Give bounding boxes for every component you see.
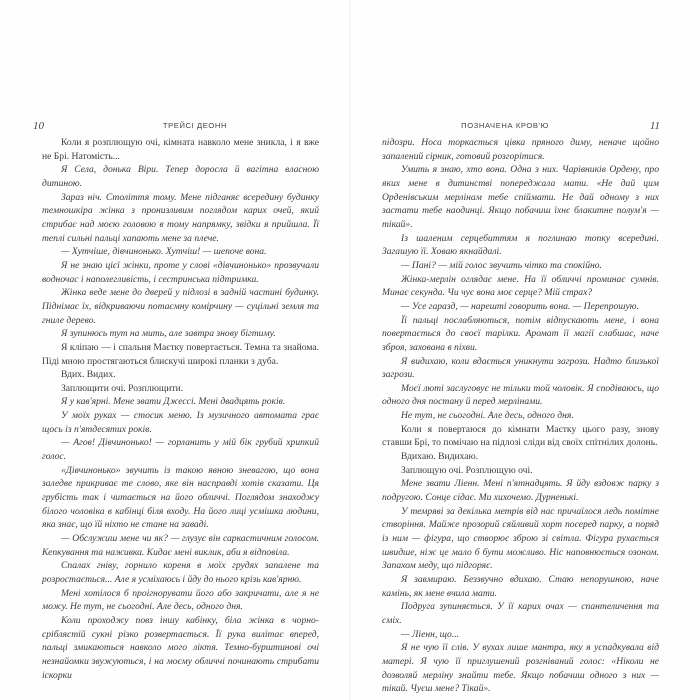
paragraph: Її пальці послабляються, потім відпускають мене, і вона повертається до своєї тарілки. Аромат її магії слабшає, наче зброя, захована в піхви. — [382, 314, 659, 353]
paragraph: Вдихаю. Видихаю. — [401, 451, 479, 463]
left-running-head-author: ТРЕЙСІ ДЕОНН — [162, 121, 228, 130]
paragraph: — Обслужиш мене чи як? — глузує він саркастичним голосом. Кепкування та наживка. Кидає мені виклик, аби я відповіла. — [42, 533, 319, 558]
paragraph: Не тут, не сьогодні. Але десь, одного дня. — [401, 410, 574, 422]
paragraph: — Агов! Дівчинонько! — горланить у мій бік грубий хрипкий голос. — [42, 437, 319, 463]
paragraph: Я не знаю цієї жінки, проте у слові «дівчинонько» прозвучали водночас і наполегливість, і сестринська підтримка. — [42, 259, 319, 285]
paragraph: Коли я розплющую очі, кімната навколо мене зникла, і я вже не Брі. Натомість... — [42, 137, 319, 162]
paragraph: Спалах гніву, горнило кореня в моїх грудях запалене та розростається... Але я усміхаюсь і йду до нього крізь кав'ярню. — [42, 560, 319, 585]
right-running-header — [350, 120, 700, 134]
paragraph: Жінка-мерлін оглядає мене. На її обличчі проминає сумнів. Минає секунда. Чи чує вона моє серце? Мій страх? — [382, 273, 659, 299]
right-running-head-title: ПОЗНАЧЕНА КРОВ'Ю — [461, 121, 549, 130]
paragraph: Я видихаю, коли вдається уникнути загрози. Надто близької загрози. — [382, 355, 659, 381]
paragraph: — Ліенн, що... — [401, 628, 460, 640]
paragraph: Моєї люті заслуговує не тільки той чоловік. Я сподіваюсь, що одного дня постану й перед мерлінами. — [382, 382, 659, 408]
paragraph: підозри. Носа торкається цівка пряного диму, неначе щойно запалений сірник, готовий розгорітися. — [382, 137, 659, 162]
right-page — [350, 0, 700, 700]
paragraph: У темряві за декілька метрів від нас причаїлося ледь помітне створіння. Майже прозорий сяйливий хорт посеред парку, а поряд із ним — фігура, що створює зброю зі світла. Фігура рухається швидше, ніж це мало б бути можливо. Ніс наповнюється озоном. Запахом меду, що підгоряє. — [382, 505, 659, 572]
paragraph: Мені хотілося б проігнорувати його або закричати, але я не можу. Не тут, не сьогодні. Але десь, одного дня. — [42, 587, 319, 613]
paragraph: Я Села, донька Віри. Тепер доросла й вагітна власною дитиною. — [42, 164, 319, 189]
paragraph: Коли проходжу повз іншу кабінку, біла жінка в чорно-сріблястій сукні різко розвертається. Її рука вилітає вперед, пальці змикаються навколо мого ліктя. Темно-бурштинові очі незнайомки звужуються, і на моєму обличчі починають стрибати іскорки — [42, 614, 319, 681]
paragraph: Коли я повертаюся до кімнати Маєтку цього разу, знову ставши Брі, то помічаю на підлозі сліди від своїх спітнілих долонь. — [382, 423, 659, 449]
paragraph: Мене звати Ліенн. Мені п'ятнадцять. Я йду вздовж парку з подругою. Сонце сідає. Ми хихочемо. Дурненькі. — [382, 478, 659, 504]
left-page-number: 10 — [33, 120, 44, 132]
paragraph: Я завмираю. Беззвучно вдихаю. Стаю непорушною, наче камінь, як мене вчила мати. — [382, 574, 659, 599]
paragraph: — Усе гаразд, — нарешті говорить вона. — Перепрошую. — [401, 300, 639, 312]
right-text-block — [382, 136, 659, 696]
paragraph: Я зупинюсь тут на мить, але завтра знову бігтиму. — [61, 328, 276, 340]
left-text-block — [42, 136, 319, 682]
paragraph: Умить я знаю, хто вона. Одна з них. Чарівників Ордену, про яких мене в дитинстві попереджала мати. «Не дай цим Орденівським мерлінам тебе спіймати. Не дай одному з них застати тебе наодинці. Якщо побачиш їхнє блакитне полум'я — тікай». — [382, 164, 659, 230]
paragraph: Зараз ніч. Століття тому. Мене підганяє всередину будинку темношкіра жінка з пронизливим поглядом карих очей, який стрибає над моєю головою в тому напрямку, звідки я прийшла. Її теплі сильні пальці хапають мене за плече. — [42, 191, 319, 244]
paragraph: «Дівчинонько» звучить із такою явною зневагою, що вона заледве прикриває те слово, яке він насправді хотів сказати. Ця грубість так і читається на його обличчі. Поглядом знаходжу білого чоловіка в кабінці біля входу. На його лиці усмішка людини, яка знає, що їй ніхто не стане на заваді. — [42, 464, 319, 531]
right-page-number: 11 — [649, 120, 660, 132]
paragraph: Я не чую її слів. У вухах лише мантра, яку я успадкувала від матері. Я чую її приглушений розгніваний голос: «Ніколи не дозволяй мерліну знайти тебе. Якщо побачиш одного з них — тікай. Чуєш мене? Тікай». — [382, 642, 659, 695]
paragraph: Я у кав'ярні. Мене звати Джессі. Мені двадцять років. — [61, 396, 286, 408]
left-running-header — [0, 120, 350, 134]
paragraph: Із шаленим серцебиттям я поглинаю топку всередині. Загашую її. Ховаю якнайдалі. — [382, 232, 659, 258]
paragraph: Подруга зупиняється. У її карих очах — спантеличення та сміх. — [382, 601, 659, 626]
paragraph: Заплющую очі. Розплющую очі. — [401, 464, 533, 476]
paragraph: Вдих. Видих. — [61, 369, 116, 381]
paragraph: — Хутчіше, дівчинонько. Хутчіш! — шепоче вона. — [61, 246, 267, 258]
paragraph: У моїх руках — стосик меню. Із музичного автомата грає щось із п'ятдесятих років. — [42, 410, 319, 435]
paragraph: Заплющити очі. Розплющити. — [61, 382, 184, 394]
paragraph: Я кліпаю — і спальня Маєтку повертається. Темна та знайома. Піді мною простягаються блискучі широкі планки з дуба. — [42, 341, 319, 367]
paragraph: Жінка веде мене до дверей у підлозі в задній частині будинку. Піднімає їх, відкриваючи потаємну комірчину — суцільні земля та гниле дерево. — [42, 287, 319, 326]
paragraph: — Пані? — мій голос звучить чітко та спокійно. — [401, 259, 602, 271]
